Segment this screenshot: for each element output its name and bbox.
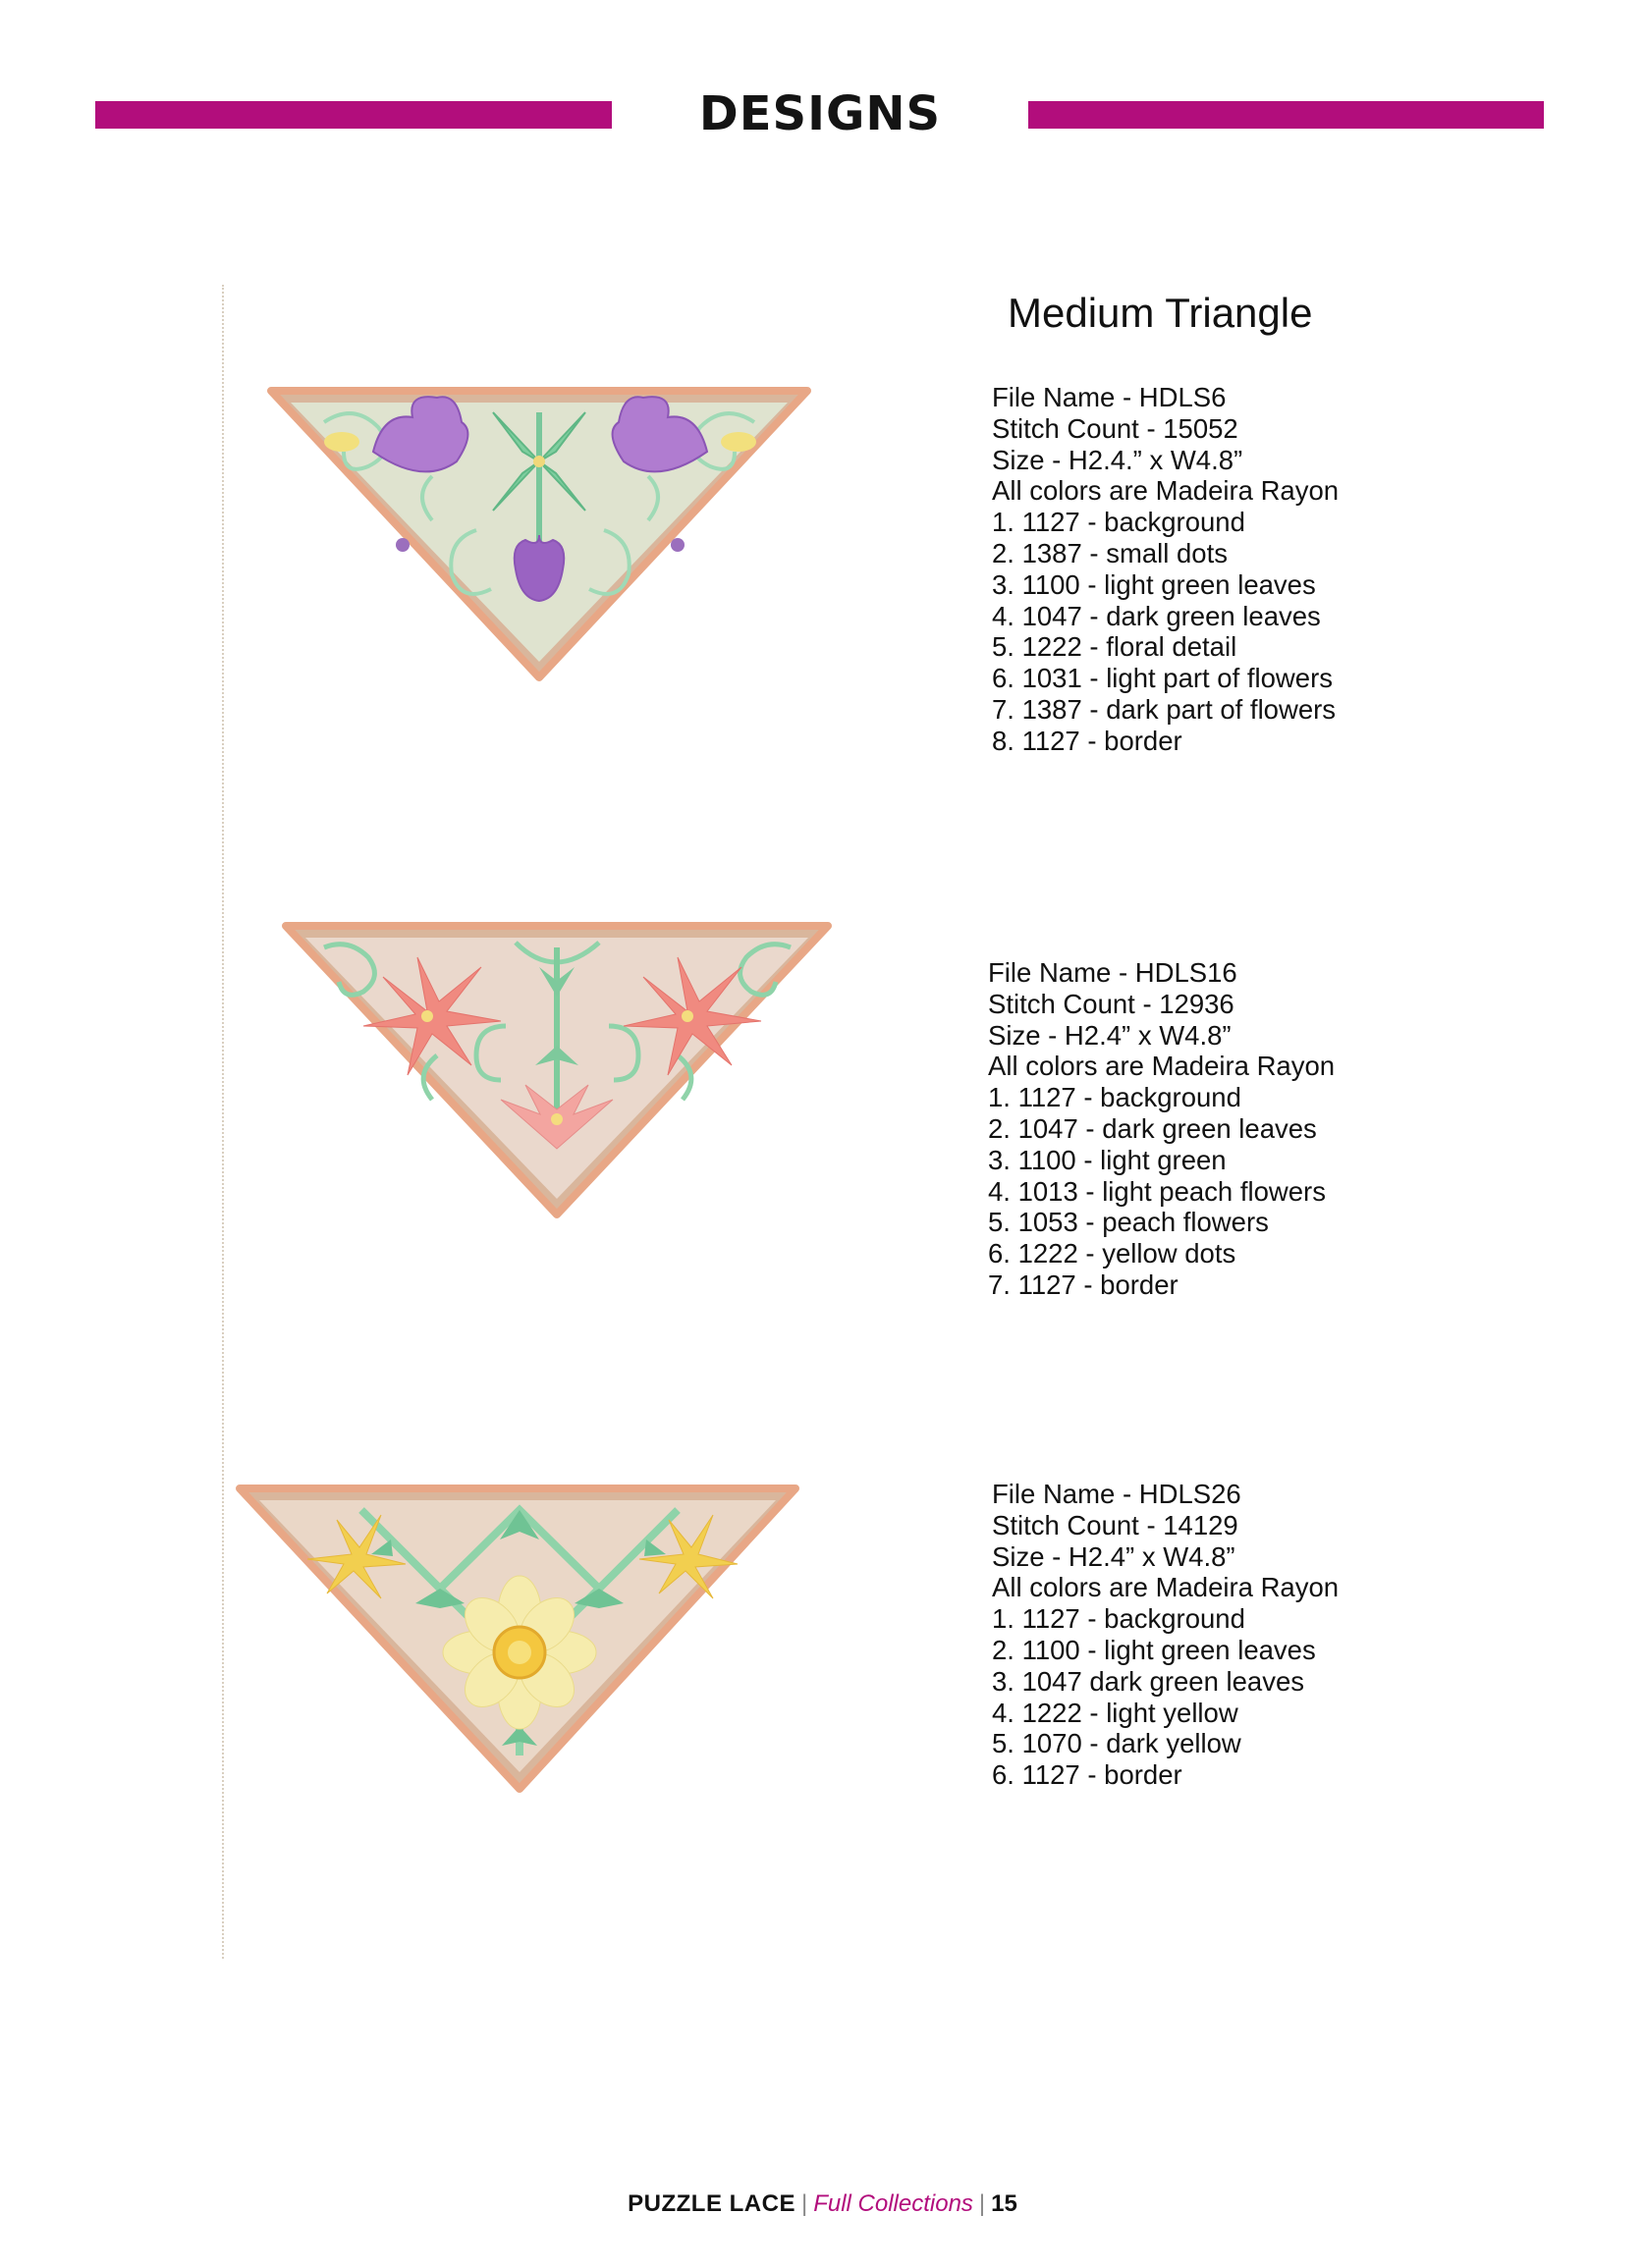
stitch-count: Stitch Count - 12936 [988,988,1234,1019]
page-footer [0,2190,1645,2218]
file-name: File Name - HDLS6 [992,382,1227,412]
section-title: Medium Triangle [1008,290,1313,336]
page-title: DESIGNS [698,86,942,141]
embroidery-patch-hdls16 [280,918,835,1222]
color-item: 7. 1387 - dark part of flowers [992,693,1337,725]
file-name: File Name - HDLS26 [992,1479,1241,1509]
size: Size - H2.4” x W4.8” [992,1540,1235,1572]
color-item: 5. 1070 - dark yellow [992,1728,1241,1759]
color-item: 2. 1387 - small dots [992,537,1228,568]
footer-separator: | [978,2190,986,2217]
colors-note: All colors are Madeira Rayon [992,475,1340,507]
page-number: 15 [991,2190,1017,2217]
color-item: 1. 1127 - background [992,1603,1245,1635]
file-name: File Name - HDLS16 [988,957,1237,988]
color-item: 3. 1047 dark green leaves [992,1665,1304,1697]
stitch-count: Stitch Count - 14129 [992,1509,1238,1540]
color-item: 1. 1127 - background [988,1082,1241,1113]
color-item: 5. 1222 - floral detail [992,631,1237,663]
color-item: 2. 1047 - dark green leaves [988,1112,1317,1144]
color-item: 3. 1100 - light green leaves [992,568,1316,600]
color-item: 3. 1100 - light green [988,1144,1227,1175]
size: Size - H2.4” x W4.8” [988,1019,1232,1051]
stitch-count: Stitch Count - 15052 [992,412,1238,444]
design-spec-hdls16 [988,957,1335,1301]
embroidery-patch-hdls26 [234,1481,803,1797]
colors-note: All colors are Madeira Rayon [988,1051,1336,1082]
color-item: 6. 1127 - border [992,1759,1182,1791]
color-item: 4. 1013 - light peach flowers [988,1175,1326,1207]
design-spec-hdls6 [992,382,1339,757]
colors-note: All colors are Madeira Rayon [992,1572,1340,1603]
color-item: 7. 1127 - border [988,1269,1179,1300]
color-item: 6. 1222 - yellow dots [988,1238,1236,1269]
header-bar-left [95,101,612,129]
size: Size - H2.4.” x W4.8” [992,444,1243,475]
embroidery-patch-hdls6 [265,383,815,687]
color-item: 4. 1047 - dark green leaves [992,600,1321,631]
design-spec-hdls26 [992,1479,1339,1791]
color-item: 4. 1222 - light yellow [992,1697,1238,1728]
margin-dotted-line [222,285,224,1959]
footer-brand: PUZZLE LACE [628,2190,795,2217]
header-bar-right [1028,101,1544,129]
color-item: 8. 1127 - border [992,725,1182,756]
footer-separator: | [800,2190,808,2217]
color-item: 1. 1127 - background [992,507,1245,538]
color-item: 5. 1053 - peach flowers [988,1207,1269,1238]
color-item: 6. 1031 - light part of flowers [992,663,1333,694]
color-item: 2. 1100 - light green leaves [992,1634,1316,1665]
footer-collection: Full Collections [813,2190,973,2217]
